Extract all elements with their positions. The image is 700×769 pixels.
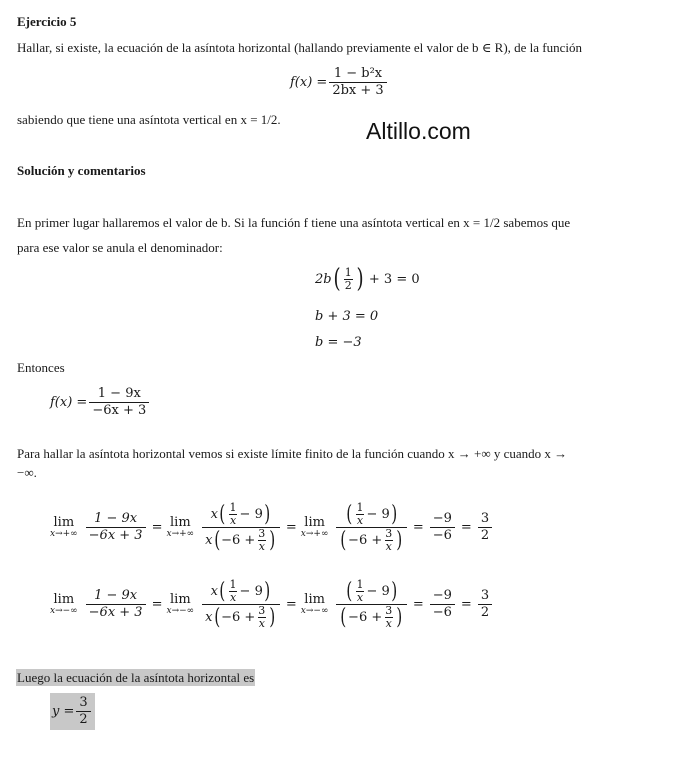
answer-equation — [50, 693, 95, 730]
step1-den: 2 — [344, 278, 352, 292]
equation-step-2: b + 3 = 0 — [315, 309, 379, 324]
limit-negative-infinity: lim x→−∞ $\frac{1 - 9x}{-6x + 3}$ = lim x→−∞ x ( $\frac{1}{x}$ − 9 ) x ( −6 + $\frac{3}{x}$ ) = lim x→−∞ ( $\frac{1}{x}$ − 9 ) ( −6 + $\frac{3}{x}$ ) = $\frac{-9}{-6}$ = $\frac{3}{2}$ — [50, 579, 494, 630]
answer-fraction — [76, 695, 90, 728]
exercise-condition: sabiendo que tiene una asíntota vertical en x = 1/2. — [17, 112, 281, 127]
function-denominator: 2bx + 3 — [329, 82, 386, 99]
function-definition — [290, 66, 389, 99]
answer-den: 2 — [76, 711, 90, 728]
limit-text-line2: −∞. — [17, 465, 37, 480]
lim-operator: lim x→+∞ — [50, 515, 78, 539]
exercise-title: Ejercicio 5 — [17, 14, 77, 29]
step1-num: 1 — [344, 265, 352, 279]
solution-intro-line1: En primer lugar hallaremos el valor de b. Si la función f tiene una asíntota vertical en x = 1/2 sabemos que — [17, 215, 571, 230]
function-fraction — [329, 66, 386, 99]
f-numerator: 1 − 9x — [97, 386, 141, 401]
answer-lhs: y = — [52, 704, 75, 719]
limit-text-line1: Para hallar la asíntota horizontal vemos si existe límite finito de la función cuando x → +∞ y cuando x → — [17, 446, 568, 461]
solution-intro-line2: para ese valor se anula el denominador: — [17, 240, 223, 255]
equation-step-1: 2b ( $\frac{1}{2}$ ) + 3 = 0 — [315, 264, 420, 294]
f-fraction — [89, 386, 149, 419]
f-denominator: −6x + 3 — [89, 402, 149, 419]
function-substituted — [50, 386, 151, 419]
f-lhs: f(x) = — [50, 395, 88, 410]
entonces-label: Entonces — [17, 360, 65, 375]
exercise-statement: Hallar, si existe, la ecuación de la asíntota horizontal (hallando previamente el valor de b ∈ R), de la función — [17, 40, 583, 55]
step1-post: + 3 = 0 — [368, 271, 420, 287]
function-lhs: f(x) = — [290, 75, 328, 90]
watermark-logo: Altillo.com — [366, 118, 471, 144]
conclusion-text: Luego la ecuación de la asíntota horizontal es — [17, 670, 255, 685]
limit-positive-infinity: lim x→+∞ $\frac{1 - 9x}{-6x + 3}$ = lim x→+∞ x ( $\frac{1}{x}$ − 9 ) x ( −6 + $\frac{3}{x}$ ) = lim x→+∞ ( $\frac{1}{x}$ − 9 ) ( −6 + $\frac{3}{x}$ ) = $\frac{-9}{-6}$ = $\frac{3}{2}$ — [50, 502, 494, 553]
step1-pre: 2b — [315, 271, 332, 287]
step1-fraction — [344, 267, 353, 292]
solution-heading: Solución y comentarios — [17, 163, 146, 178]
answer-num: 3 — [79, 695, 88, 710]
function-numerator: 1 − b²x — [333, 66, 383, 81]
equation-step-3: b = −3 — [315, 335, 362, 350]
